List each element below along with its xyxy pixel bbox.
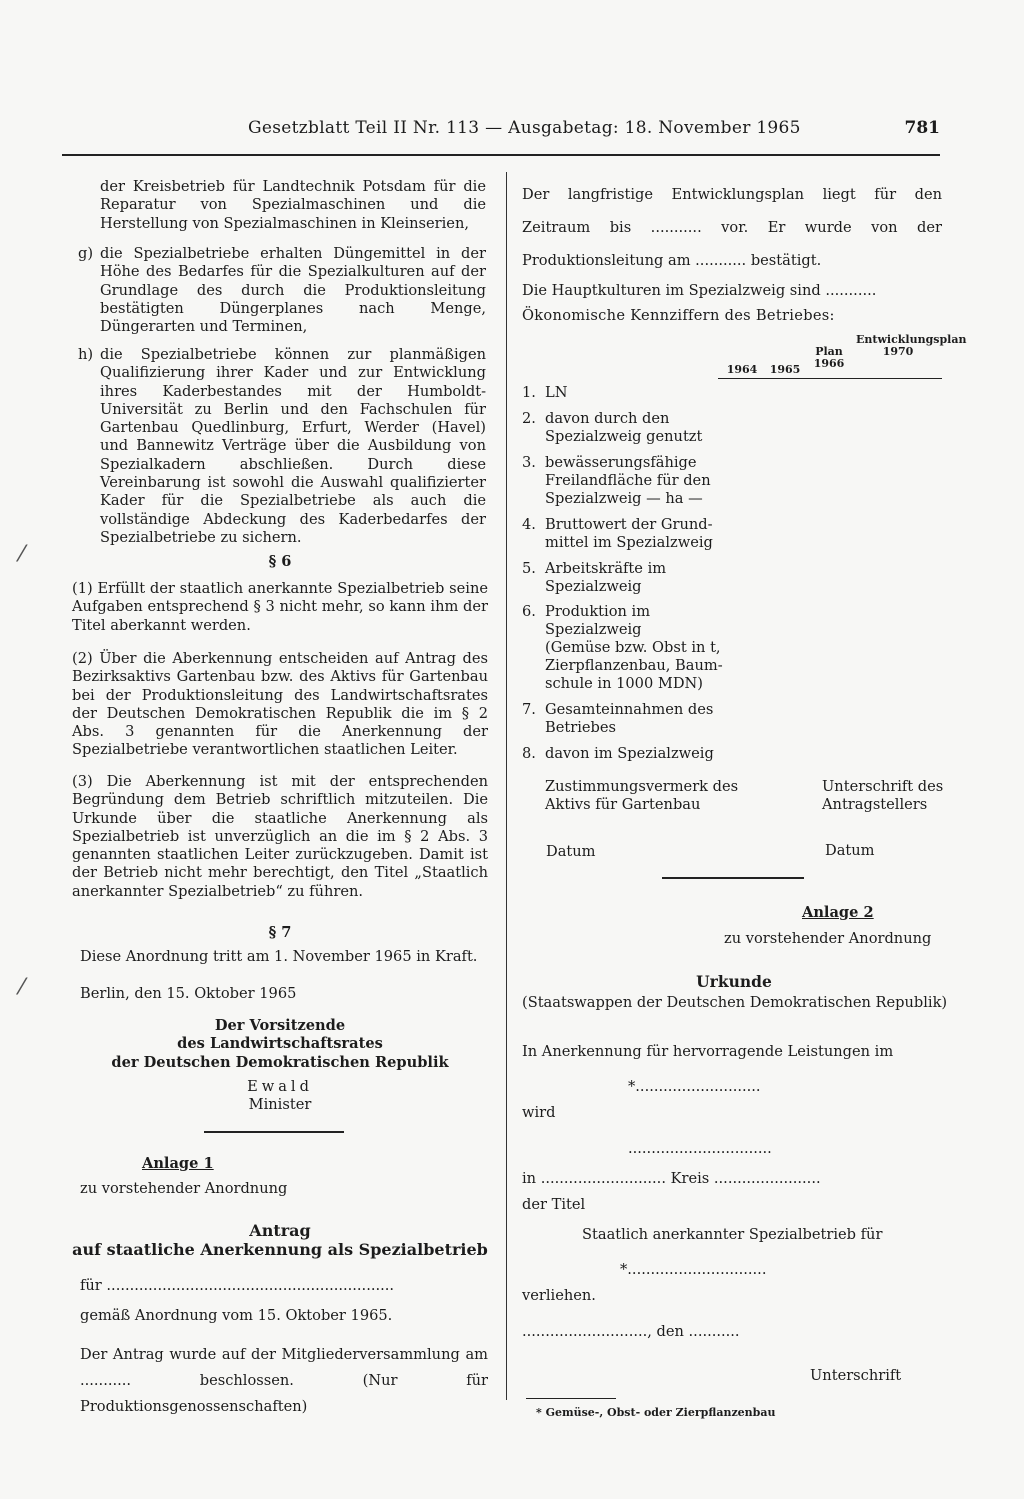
- dots-field-3: *..............................: [620, 1261, 767, 1278]
- separator-rule: [204, 1131, 344, 1133]
- signature-block: [72, 1017, 488, 1072]
- section-6-heading: § 6: [268, 553, 292, 570]
- page-header: [62, 114, 940, 156]
- table-header: [718, 333, 967, 379]
- anerkennung-line: In Anerkennung für hervorragende Leistungen im: [522, 1043, 894, 1060]
- unterschrift-antragsteller: Unterschrift des Antragstellers: [822, 778, 944, 814]
- antrag-gemaess: gemäß Anordnung vom 15. Oktober 1965.: [80, 1307, 393, 1324]
- datum-left: Datum: [546, 843, 596, 860]
- gazette-title: Gesetzblatt Teil II Nr. 113 — Ausgabetag: 18. November 1965: [248, 118, 801, 138]
- datum-right: Datum: [825, 842, 875, 859]
- signatory-role: Minister: [248, 1096, 312, 1113]
- separator-rule: [662, 877, 804, 879]
- column-divider: [506, 172, 507, 1400]
- col-1965: 1965: [769, 363, 801, 376]
- item-h-text: die Spezialbetriebe können zur planmäßigen Qualifizierung ihrer Kader und zur Entwicklung ihres Kaderbestandes mit der Humboldt-Universität zu Berlin und den Fachschulen für Gartenbau Quedlinburg, Erfurt, Werder (Havel) und Bannewitz Verträge über die Ausbildung von Spezialkadern abschließen. Durch diese Vereinbarung ist sowohl die Auswahl qualifizierter Kader für die Spezialbetriebe als auch die vollständige Abdeckung des Kaderbedarfes der Spezialbetriebe zu sichern.: [100, 346, 486, 546]
- signature-line-2: des Landwirtschaftsrates: [177, 1035, 383, 1053]
- staatswappen-note: (Staatswappen der Deutschen Demokratischen Republik): [522, 994, 948, 1011]
- section-7-para: Diese Anordnung tritt am 1. November 1965 in Kraft.: [80, 948, 478, 965]
- anlage-1-subtitle: zu vorstehender Anordnung: [80, 1180, 288, 1197]
- dots-field-1: *...........................: [628, 1078, 761, 1095]
- anlage-2-subtitle: zu vorstehender Anordnung: [724, 930, 932, 947]
- margin-mark: ⁄: [20, 975, 24, 1000]
- spezialbetrieb-line: Staatlich anerkannter Spezialbetrieb für: [582, 1226, 883, 1243]
- item-h: [78, 346, 486, 546]
- page-number: 781: [904, 118, 940, 138]
- urkunde-title: Urkunde: [696, 972, 772, 991]
- antrag-subtitle: auf staatliche Anerkennung als Spezialbetrieb: [72, 1240, 488, 1259]
- date-line: ..........................., den ...........: [522, 1323, 740, 1340]
- footnote-rule: [526, 1398, 616, 1399]
- signature-line-3: der Deutschen Demokratischen Republik: [111, 1053, 449, 1071]
- section-6-para-3: (3) Die Aberkennung ist mit der entsprechenden Begründung dem Betrieb schriftlich mitzuteilen. Die Urkunde über die staatliche Anerkennung als Spezialbetrieb ist unverzüglich an die im § 2 Abs. 3 genannten staatlichen Leiter zurückzugeben. Damit ist der Betrieb nicht mehr berechtigt, den Titel „Staatlich anerkannter Spezialbetrieb“ zu führen.: [72, 773, 488, 900]
- verliehen-label: verliehen.: [522, 1287, 596, 1304]
- margin-mark: ⁄: [20, 542, 24, 567]
- anlage-1-heading: Anlage 1: [142, 1155, 214, 1172]
- anlage-2-heading: Anlage 2: [802, 904, 874, 921]
- item-g: [78, 245, 486, 340]
- footnote: * Gemüse-, Obst- oder Zierpflanzenbau: [536, 1406, 776, 1419]
- antrag-title: Antrag: [249, 1221, 311, 1240]
- item-g-label: g): [78, 245, 94, 262]
- item-h-label: h): [78, 346, 94, 363]
- in-kreis-line: in ........................... Kreis .......................: [522, 1170, 821, 1187]
- section-6-para-2: (2) Über die Aberkennung entscheiden auf Antrag des Bezirksaktivs Gartenbau bzw. des Aktivs für Gartenbau bei der Produktionsleitung des Landwirtschaftsrates der Deutschen Demokratischen Republik die im § 2 Abs. 3 genannten für die Anerkennung der Spezialbetriebe verantwortlichen staatlichen Leiter.: [72, 650, 488, 759]
- dots-field-2: ...............................: [628, 1140, 772, 1157]
- section-7-heading: § 7: [268, 924, 292, 941]
- antrag-fuer-line: für ..............................................................: [80, 1277, 395, 1294]
- hauptkulturen-line: Die Hauptkulturen im Spezialzweig sind ...........: [522, 282, 877, 299]
- plan-paragraph: Der langfristige Entwicklungsplan liegt für den Zeitraum bis ........... vor. Er wurde von der Produktionsleitung am ........... bestätigt.: [522, 186, 942, 269]
- zustimmungsvermerk: Zustimmungsvermerk des Aktivs für Gartenbau: [545, 778, 739, 814]
- antrag-paragraph: Der Antrag wurde auf der Mitgliederversammlung am ........... beschlossen. (Nur für Produktionsgenossenschaften): [80, 1346, 488, 1415]
- col-entwicklungsplan-1970: Entwicklungsplan 1970: [856, 333, 967, 358]
- place-date: Berlin, den 15. Oktober 1965: [80, 985, 297, 1002]
- kennziffern-heading: Ökonomische Kennziffern des Betriebes:: [522, 307, 835, 324]
- section-6-para-1: (1) Erfüllt der staatlich anerkannte Spezialbetrieb seine Aufgaben entsprechend § 3 nicht mehr, so kann ihm der Titel aberkannt werden.: [72, 580, 488, 634]
- der-titel-label: der Titel: [522, 1196, 586, 1213]
- unterschrift-label: Unterschrift: [810, 1367, 902, 1384]
- wird-label: wird: [522, 1104, 556, 1121]
- item-g-text: die Spezialbetriebe erhalten Düngemittel in der Höhe des Bedarfes für die Spezialkulturen auf der Grundlage des durch die Produktionsleitung bestätigten Düngerplanes nach Menge, Düngerarten und Terminen,: [100, 245, 486, 336]
- col-1964: 1964: [726, 363, 758, 376]
- intro-paragraph: der Kreisbetrieb für Landtechnik Potsdam für die Reparatur von Spezialmaschinen und die Herstellung von Spezialmaschinen in Kleinserien,: [100, 178, 486, 232]
- signature-line-1: Der Vorsitzende: [214, 1017, 346, 1034]
- col-plan-1966: Plan 1966: [813, 345, 845, 370]
- signatory-name: Ewald: [247, 1078, 313, 1095]
